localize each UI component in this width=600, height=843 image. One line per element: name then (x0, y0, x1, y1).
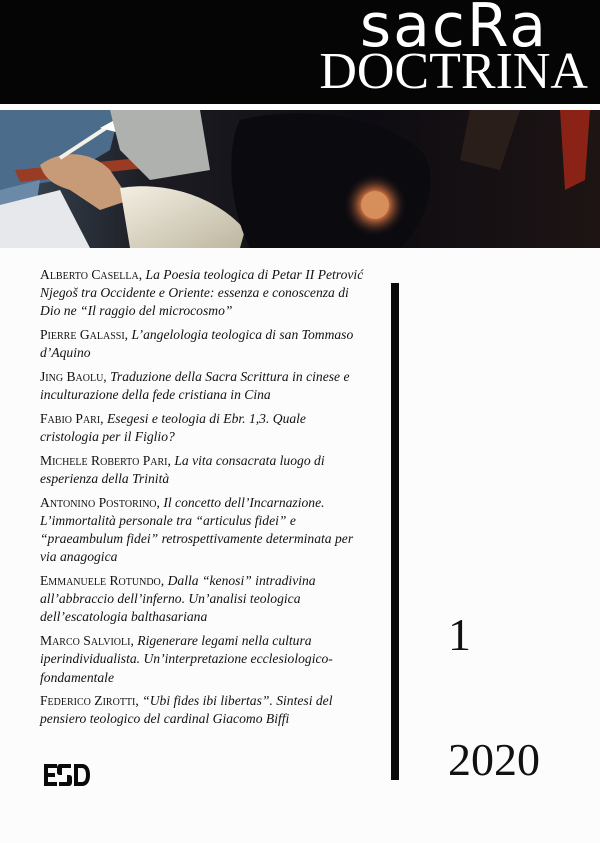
toc-entry (40, 692, 368, 728)
toc-title: Esegesi e teologia di Ebr. 1,3. Quale cristologia per il Figlio? (40, 410, 306, 445)
toc-entry (40, 266, 368, 321)
journal-title-line1: sacRa (359, 0, 548, 61)
journal-title-line2: DOCTRINA (319, 43, 588, 100)
toc-title: Dalla “kenosi” intradivina all’abbraccio dell’inferno. Un’analisi teologica dell’escatologia balthasariana (40, 573, 316, 625)
toc-title: Rigenerare legami nella cultura iperindividualista. Un’interpretazione ecclesiologico-fondamentale (40, 633, 333, 685)
toc-title: La Poesia teologica di Petar II Petrović Njegoš tra Occidente e Oriente: essenza e conoscenza di Dio ne “Il raggio del microcosmo” (40, 267, 364, 319)
masthead (0, 0, 600, 104)
table-of-contents (40, 266, 368, 734)
toc-title: La vita consacrata luogo di esperienza della Trinità (40, 452, 325, 487)
toc-author: Fabio Pari, (40, 410, 104, 426)
toc-author: Emmanuele Rotundo, (40, 573, 165, 589)
toc-title: Traduzione della Sacra Scrittura in cinese e inculturazione della fede cristiana in Cina (40, 369, 350, 403)
toc-entry (40, 326, 368, 362)
toc-author: Michele Roberto Pari, (40, 452, 171, 468)
issue-year: 2020 (448, 734, 540, 785)
esd-logo-icon (42, 760, 92, 790)
toc-author: Alberto Casella, (40, 267, 143, 282)
toc-author: Jing Baolu, (40, 369, 107, 385)
toc-entry (40, 572, 368, 627)
cover-painting (0, 110, 600, 248)
toc-author: Federico Zirotti, (40, 693, 139, 709)
issue-number: 1 (448, 609, 471, 660)
toc-entry (40, 410, 368, 446)
toc-entry (40, 494, 368, 567)
toc-author: Marco Salvioli, (40, 633, 134, 649)
vertical-divider (391, 283, 399, 780)
toc-title: Il concetto dell’Incarnazione. L’immortalità personale tra “articulus fidei” e “praeambulum fidei” retrospettivamente determinata per via anagogica (40, 494, 354, 565)
toc-title: L’angelologia teologica di san Tommaso d’Aquino (40, 327, 354, 361)
toc-entry (40, 452, 368, 488)
toc-author: Pierre Galassi, (40, 327, 129, 343)
toc-author: Antonino Postorino, (40, 494, 160, 510)
toc-title: “Ubi fides ibi libertas”. Sintesi del pensiero teologico del cardinal Giacomo Biffi (40, 693, 333, 727)
painting-illustration (0, 110, 600, 248)
toc-entry (40, 632, 368, 687)
toc-entry (40, 368, 368, 404)
publisher-logo (42, 760, 92, 790)
